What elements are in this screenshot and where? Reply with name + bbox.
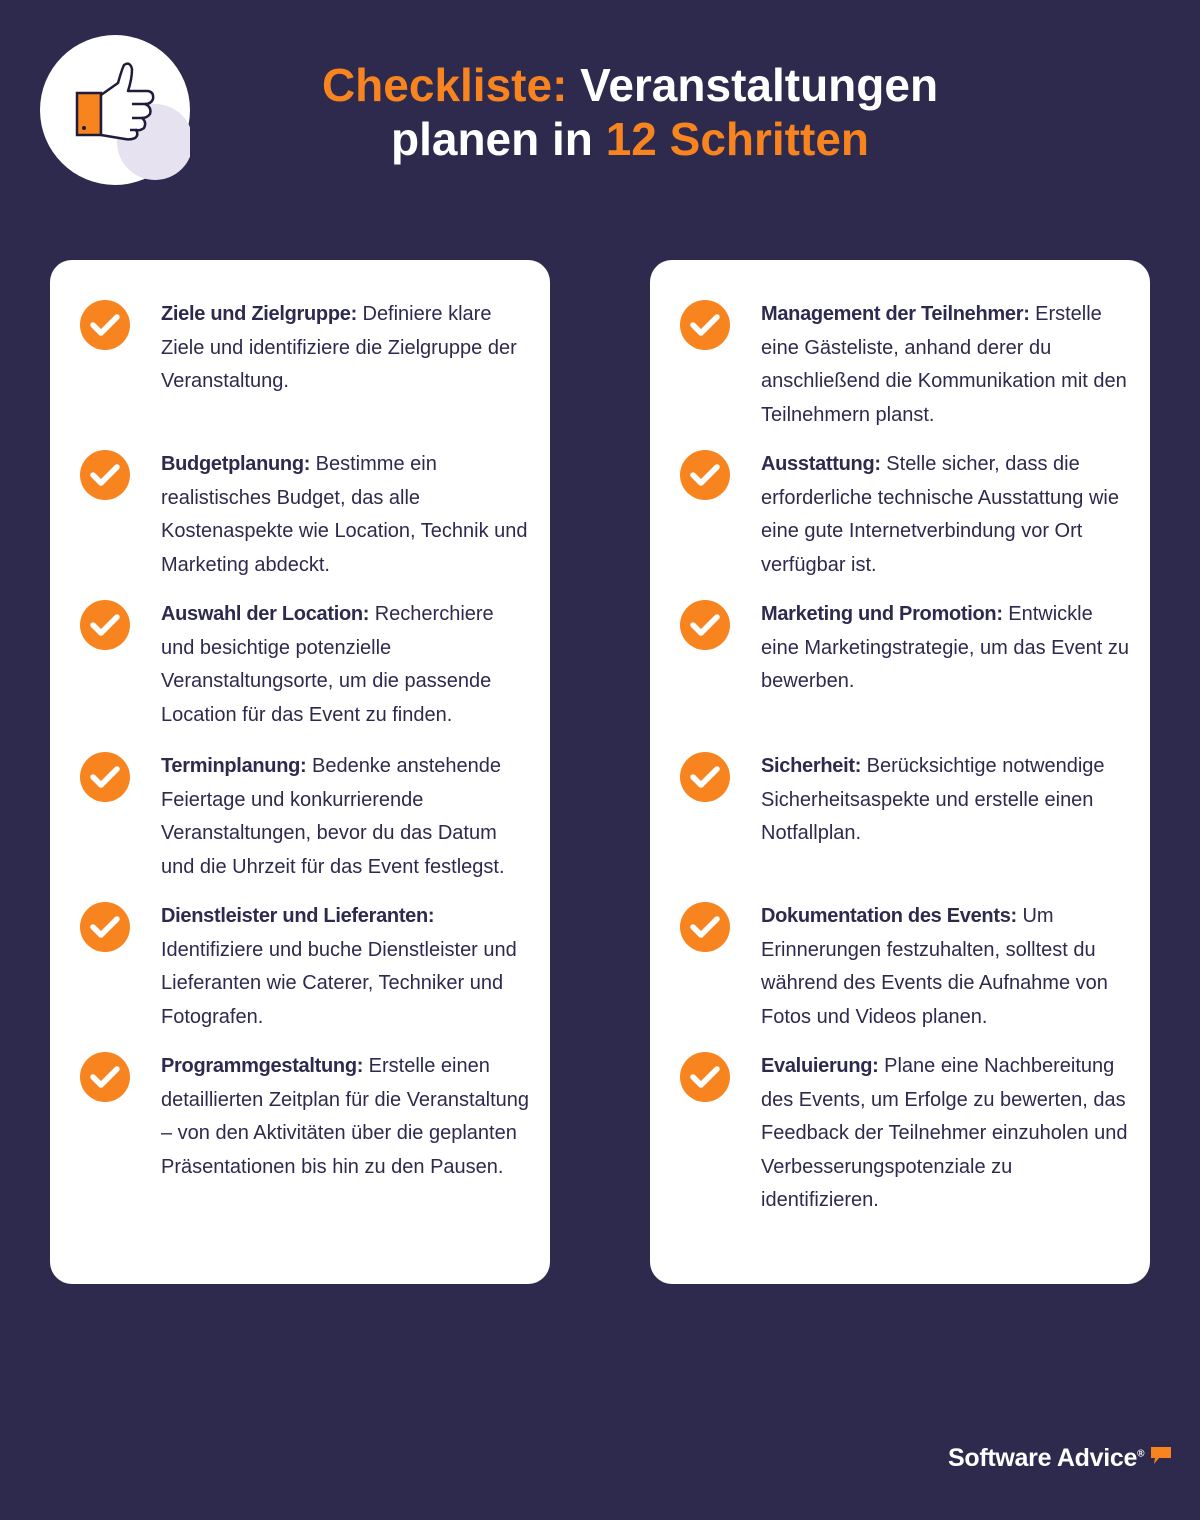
checkmark-icon xyxy=(680,300,730,350)
checkmark-icon xyxy=(680,752,730,802)
item-heading: Programmgestaltung: xyxy=(161,1055,364,1077)
brand-logo xyxy=(948,1444,1144,1473)
item-heading: Budgetplanung: xyxy=(161,453,311,475)
brand-registered-mark: ® xyxy=(1137,1448,1145,1460)
item-heading: Dienstleister und Lieferanten: xyxy=(161,905,435,927)
item-heading: Dokumentation des Events: xyxy=(761,905,1017,927)
item-body: Berücksichtige notwendige Sicherheitsaspekte und erstelle einen Notfallplan. xyxy=(761,755,1105,844)
item-heading: Marketing und Promotion: xyxy=(761,603,1003,625)
item-body: Stelle sicher, dass die erforderliche technische Ausstattung wie eine gute Internetverbindung vor Ort verfügbar ist. xyxy=(761,453,1119,576)
item-body: Erstelle eine Gästeliste, anhand derer du anschließend die Kommunikation mit den Teilnehmern planst. xyxy=(761,303,1127,426)
item-body: Definiere klare Ziele und identifiziere die Zielgruppe der Veranstaltung. xyxy=(161,303,517,392)
checkmark-icon xyxy=(680,902,730,952)
item-heading: Ziele und Zielgruppe: xyxy=(161,303,357,325)
checklist-card-left xyxy=(50,260,550,1284)
logo-badge xyxy=(40,35,190,185)
checkmark-icon xyxy=(80,450,130,500)
checkmark-icon xyxy=(680,600,730,650)
item-heading: Evaluierung: xyxy=(761,1055,879,1077)
item-body: Identifiziere und buche Dienstleister und Lieferanten wie Caterer, Techniker und Fotografen. xyxy=(161,938,517,1028)
item-heading: Auswahl der Location: xyxy=(161,603,370,625)
item-body: Recherchiere und besichtige potenzielle Veranstaltungsorte, um die passende Location für das Event zu finden. xyxy=(161,603,494,726)
thumbs-up-icon xyxy=(40,35,190,185)
item-heading: Terminplanung: xyxy=(161,755,307,777)
title-text: Veranstaltungen xyxy=(567,59,939,111)
brand-name: Software Advice xyxy=(948,1444,1138,1472)
item-body: Plane eine Nachbereitung des Events, um Erfolge zu bewerten, das Feedback der Teilnehmer einzuholen und Verbesserungspotenziale zu identifizieren. xyxy=(761,1055,1128,1211)
item-body: Bedenke anstehende Feiertage und konkurrierende Veranstaltungen, bevor du das Datum und die Uhrzeit für das Event festlegst. xyxy=(161,755,505,878)
checkmark-icon xyxy=(80,902,130,952)
speech-bubble-icon xyxy=(1150,1446,1172,1466)
item-body: Entwickle eine Marketingstrategie, um das Event zu bewerben. xyxy=(761,603,1129,692)
checkmark-icon xyxy=(80,752,130,802)
item-body: Erstelle einen detaillierten Zeitplan für die Veranstaltung – von den Aktivitäten über die geplanten Präsentationen bis hin zu den Pausen. xyxy=(161,1055,530,1178)
item-body: Bestimme ein realistisches Budget, das alle Kostenaspekte wie Location, Technik und Marketing abdeckt. xyxy=(161,453,528,576)
item-heading: Sicherheit: xyxy=(761,755,862,777)
title-text: planen in xyxy=(391,113,606,165)
checkmark-icon xyxy=(80,600,130,650)
title-accent: Checkliste: xyxy=(321,59,568,111)
checkmark-icon xyxy=(80,1052,130,1102)
item-heading: Management der Teilnehmer: xyxy=(761,303,1030,325)
title-accent: 12 Schritten xyxy=(605,113,869,165)
checkmark-icon xyxy=(680,1052,730,1102)
checklist-card-right xyxy=(650,260,1150,1284)
checkmark-icon xyxy=(80,300,130,350)
checkmark-icon xyxy=(680,450,730,500)
page-title xyxy=(230,58,1030,166)
item-body: Um Erinnerungen festzuhalten, solltest du während des Events die Aufnahme von Fotos und Videos planen. xyxy=(761,905,1108,1028)
item-heading: Ausstattung: xyxy=(761,453,881,475)
